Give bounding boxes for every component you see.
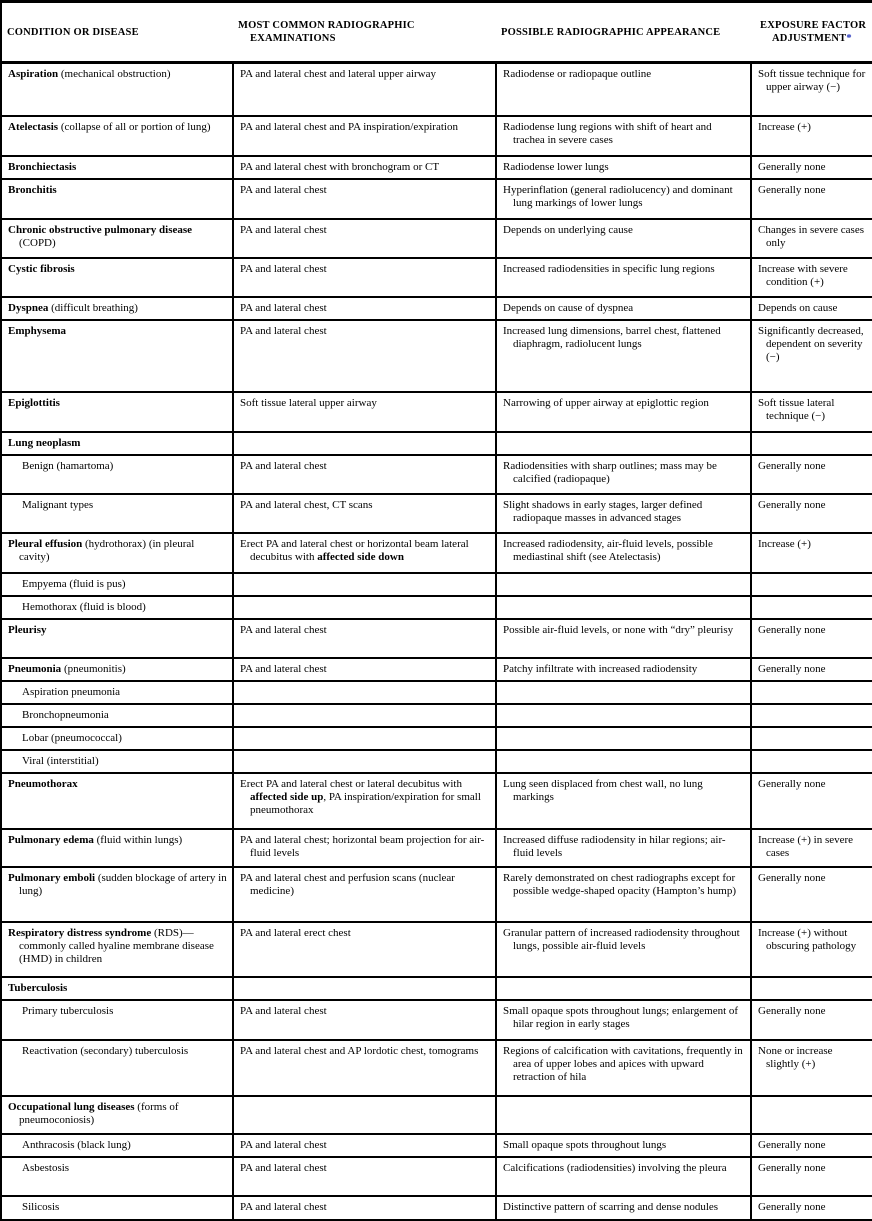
examinations-cell	[233, 977, 496, 1000]
examinations-cell: PA and lateral chest	[233, 1134, 496, 1157]
condition-cell: Lung neoplasm	[1, 432, 233, 455]
adjustment-cell: Generally none	[751, 179, 872, 219]
header-appearance-label: POSSIBLE RADIOGRAPHIC APPEARANCE	[501, 26, 721, 38]
adjustment-cell	[751, 596, 872, 619]
table-row	[1, 922, 872, 977]
header-examinations-label: MOST COMMON RADIOGRAPHIC EXAMINATIONS	[238, 20, 415, 44]
appearance-cell: Increased radiodensities in specific lung regions	[496, 258, 751, 297]
condition-cell: Emphysema	[1, 320, 233, 392]
adjustment-cell: Increase (+)	[751, 116, 872, 156]
condition-cell: Pleurisy	[1, 619, 233, 658]
examinations-cell	[233, 727, 496, 750]
adjustment-cell: Generally none	[751, 1134, 872, 1157]
condition-cell: Occupational lung diseases (forms of pneumoconiosis)	[1, 1096, 233, 1134]
header-adjustment-label: EXPOSURE FACTOR ADJUSTMENT*	[760, 20, 867, 44]
appearance-cell	[496, 432, 751, 455]
appearance-cell	[496, 1096, 751, 1134]
condition-cell: Bronchiectasis	[1, 156, 233, 179]
appearance-cell: Calcifications (radiodensities) involving the pleura	[496, 1157, 751, 1196]
examinations-cell: PA and lateral chest; horizontal beam projection for air-fluid levels	[233, 829, 496, 867]
adjustment-cell	[751, 1096, 872, 1134]
footnote-asterisk: *	[846, 33, 852, 44]
examinations-cell	[233, 432, 496, 455]
appearance-cell: Rarely demonstrated on chest radiographs except for possible wedge-shaped opacity (Hampton’s hump)	[496, 867, 751, 922]
appearance-cell	[496, 573, 751, 596]
condition-cell: Cystic fibrosis	[1, 258, 233, 297]
table-row	[1, 1000, 872, 1040]
table-row	[1, 455, 872, 494]
appearance-cell	[496, 727, 751, 750]
appearance-cell: Small opaque spots throughout lungs; enlargement of hilar region in early stages	[496, 1000, 751, 1040]
table-header	[1, 2, 872, 63]
condition-cell: Silicosis	[1, 1196, 233, 1220]
examinations-cell: PA and lateral chest and PA inspiration/expiration	[233, 116, 496, 156]
table-row	[1, 392, 872, 432]
condition-cell: Reactivation (secondary) tuberculosis	[1, 1040, 233, 1096]
condition-cell: Pleural effusion (hydrothorax) (in pleural cavity)	[1, 533, 233, 573]
examinations-cell: PA and lateral chest	[233, 297, 496, 320]
header-condition	[1, 2, 233, 63]
examinations-cell: PA and lateral chest and lateral upper airway	[233, 63, 496, 116]
appearance-cell: Small opaque spots throughout lungs	[496, 1134, 751, 1157]
examinations-cell: PA and lateral erect chest	[233, 922, 496, 977]
adjustment-cell	[751, 977, 872, 1000]
table-row	[1, 63, 872, 116]
table-row	[1, 681, 872, 704]
adjustment-cell: Changes in severe cases only	[751, 219, 872, 258]
examinations-cell: PA and lateral chest, CT scans	[233, 494, 496, 533]
table-row	[1, 1157, 872, 1196]
examinations-cell	[233, 750, 496, 773]
appearance-cell: Radiodense or radiopaque outline	[496, 63, 751, 116]
appearance-cell: Granular pattern of increased radiodensity throughout lungs, possible air-fluid levels	[496, 922, 751, 977]
adjustment-cell: Generally none	[751, 455, 872, 494]
examinations-cell	[233, 573, 496, 596]
condition-cell: Tuberculosis	[1, 977, 233, 1000]
table-row	[1, 867, 872, 922]
examinations-cell: Erect PA and lateral chest or horizontal beam lateral decubitus with affected side down	[233, 533, 496, 573]
table-row	[1, 219, 872, 258]
examinations-cell: PA and lateral chest and AP lordotic chest, tomograms	[233, 1040, 496, 1096]
table-row	[1, 1096, 872, 1134]
appearance-cell: Depends on cause of dyspnea	[496, 297, 751, 320]
examinations-cell: PA and lateral chest	[233, 258, 496, 297]
examinations-cell: PA and lateral chest	[233, 455, 496, 494]
adjustment-cell	[751, 573, 872, 596]
table-row	[1, 704, 872, 727]
examinations-cell: PA and lateral chest	[233, 1196, 496, 1220]
examinations-cell: PA and lateral chest and perfusion scans (nuclear medicine)	[233, 867, 496, 922]
examinations-cell	[233, 1096, 496, 1134]
adjustment-cell: Generally none	[751, 1157, 872, 1196]
condition-cell: Bronchitis	[1, 179, 233, 219]
condition-cell: Aspiration pneumonia	[1, 681, 233, 704]
adjustment-cell: Generally none	[751, 1196, 872, 1220]
table-row	[1, 156, 872, 179]
examinations-cell: PA and lateral chest	[233, 1000, 496, 1040]
adjustment-cell: Increase (+) in severe cases	[751, 829, 872, 867]
adjustment-cell: Increase with severe condition (+)	[751, 258, 872, 297]
adjustment-cell	[751, 704, 872, 727]
condition-cell: Pulmonary emboli (sudden blockage of artery in lung)	[1, 867, 233, 922]
adjustment-cell: Increase (+)	[751, 533, 872, 573]
table-row	[1, 533, 872, 573]
examinations-cell: PA and lateral chest	[233, 219, 496, 258]
examinations-cell: PA and lateral chest	[233, 619, 496, 658]
appearance-cell: Slight shadows in early stages, larger defined radiopaque masses in advanced stages	[496, 494, 751, 533]
condition-cell: Pneumothorax	[1, 773, 233, 829]
adjustment-cell: Generally none	[751, 867, 872, 922]
condition-cell: Empyema (fluid is pus)	[1, 573, 233, 596]
adjustment-cell: Generally none	[751, 773, 872, 829]
table-row	[1, 1040, 872, 1096]
adjustment-cell: Soft tissue lateral technique (−)	[751, 392, 872, 432]
appearance-cell: Depends on underlying cause	[496, 219, 751, 258]
table-row	[1, 658, 872, 681]
adjustment-cell: Generally none	[751, 658, 872, 681]
condition-cell: Hemothorax (fluid is blood)	[1, 596, 233, 619]
adjustment-cell: Generally none	[751, 1000, 872, 1040]
header-row	[1, 2, 872, 63]
table-row	[1, 750, 872, 773]
appearance-cell: Increased diffuse radiodensity in hilar regions; air-fluid levels	[496, 829, 751, 867]
condition-cell: Malignant types	[1, 494, 233, 533]
appearance-cell: Narrowing of upper airway at epiglottic region	[496, 392, 751, 432]
examinations-cell: Erect PA and lateral chest or lateral decubitus with affected side up, PA inspiration/expiration for small pneumothorax	[233, 773, 496, 829]
header-adjustment	[751, 2, 872, 63]
examinations-cell: PA and lateral chest	[233, 1157, 496, 1196]
condition-cell: Atelectasis (collapse of all or portion of lung)	[1, 116, 233, 156]
examinations-cell	[233, 704, 496, 727]
table-row	[1, 829, 872, 867]
appearance-cell: Radiodense lung regions with shift of heart and trachea in severe cases	[496, 116, 751, 156]
condition-cell: Aspiration (mechanical obstruction)	[1, 63, 233, 116]
table-row	[1, 320, 872, 392]
appearance-cell: Radiodense lower lungs	[496, 156, 751, 179]
appearance-cell	[496, 681, 751, 704]
adjustment-cell: Generally none	[751, 156, 872, 179]
table-row	[1, 432, 872, 455]
condition-cell: Pneumonia (pneumonitis)	[1, 658, 233, 681]
examinations-cell: PA and lateral chest	[233, 658, 496, 681]
appearance-cell: Regions of calcification with cavitations, frequently in area of upper lobes and apices with upward retraction of hila	[496, 1040, 751, 1096]
appearance-cell: Distinctive pattern of scarring and dense nodules	[496, 1196, 751, 1220]
table-row	[1, 494, 872, 533]
examinations-cell: PA and lateral chest	[233, 179, 496, 219]
examinations-cell	[233, 681, 496, 704]
condition-cell: Primary tuberculosis	[1, 1000, 233, 1040]
condition-cell: Dyspnea (difficult breathing)	[1, 297, 233, 320]
appearance-cell: Lung seen displaced from chest wall, no lung markings	[496, 773, 751, 829]
appearance-cell: Hyperinflation (general radiolucency) and dominant lung markings of lower lungs	[496, 179, 751, 219]
condition-cell: Lobar (pneumococcal)	[1, 727, 233, 750]
header-condition-label: CONDITION OR DISEASE	[7, 26, 139, 38]
table-row	[1, 1134, 872, 1157]
examinations-cell: PA and lateral chest with bronchogram or CT	[233, 156, 496, 179]
condition-cell: Pulmonary edema (fluid within lungs)	[1, 829, 233, 867]
adjustment-cell: Soft tissue technique for upper airway (−)	[751, 63, 872, 116]
appearance-cell	[496, 750, 751, 773]
examinations-cell: Soft tissue lateral upper airway	[233, 392, 496, 432]
condition-cell: Viral (interstitial)	[1, 750, 233, 773]
table-row	[1, 619, 872, 658]
condition-cell: Bronchopneumonia	[1, 704, 233, 727]
condition-cell: Asbestosis	[1, 1157, 233, 1196]
adjustment-cell	[751, 681, 872, 704]
header-appearance	[496, 2, 751, 63]
table-row	[1, 297, 872, 320]
header-examinations	[233, 2, 496, 63]
adjustment-cell: Generally none	[751, 619, 872, 658]
appearance-cell: Radiodensities with sharp outlines; mass may be calcified (radiopaque)	[496, 455, 751, 494]
appearance-cell: Possible air-fluid levels, or none with “dry” pleurisy	[496, 619, 751, 658]
appearance-cell	[496, 704, 751, 727]
adjustment-cell: Generally none	[751, 494, 872, 533]
table-row	[1, 116, 872, 156]
adjustment-cell: None or increase slightly (+)	[751, 1040, 872, 1096]
condition-cell: Benign (hamartoma)	[1, 455, 233, 494]
appearance-cell: Increased radiodensity, air-fluid levels, possible mediastinal shift (see Atelectasis)	[496, 533, 751, 573]
adjustment-cell	[751, 432, 872, 455]
table-row	[1, 573, 872, 596]
table-row	[1, 179, 872, 219]
adjustment-cell: Depends on cause	[751, 297, 872, 320]
appearance-cell: Patchy infiltrate with increased radiodensity	[496, 658, 751, 681]
table-row	[1, 773, 872, 829]
table-body	[1, 63, 872, 1220]
examinations-cell	[233, 596, 496, 619]
appearance-cell	[496, 596, 751, 619]
appearance-cell: Increased lung dimensions, barrel chest, flattened diaphragm, radiolucent lungs	[496, 320, 751, 392]
condition-cell: Epiglottitis	[1, 392, 233, 432]
adjustment-cell: Significantly decreased, dependent on severity (−)	[751, 320, 872, 392]
condition-cell: Respiratory distress syndrome (RDS)—commonly called hyaline membrane disease (HMD) in children	[1, 922, 233, 977]
examinations-cell: PA and lateral chest	[233, 320, 496, 392]
table-row	[1, 727, 872, 750]
condition-cell: Chronic obstructive pulmonary disease (COPD)	[1, 219, 233, 258]
condition-cell: Anthracosis (black lung)	[1, 1134, 233, 1157]
adjustment-cell: Increase (+) without obscuring pathology	[751, 922, 872, 977]
table-row	[1, 596, 872, 619]
table-row	[1, 258, 872, 297]
appearance-cell	[496, 977, 751, 1000]
adjustment-cell	[751, 750, 872, 773]
table-row	[1, 977, 872, 1000]
adjustment-cell	[751, 727, 872, 750]
